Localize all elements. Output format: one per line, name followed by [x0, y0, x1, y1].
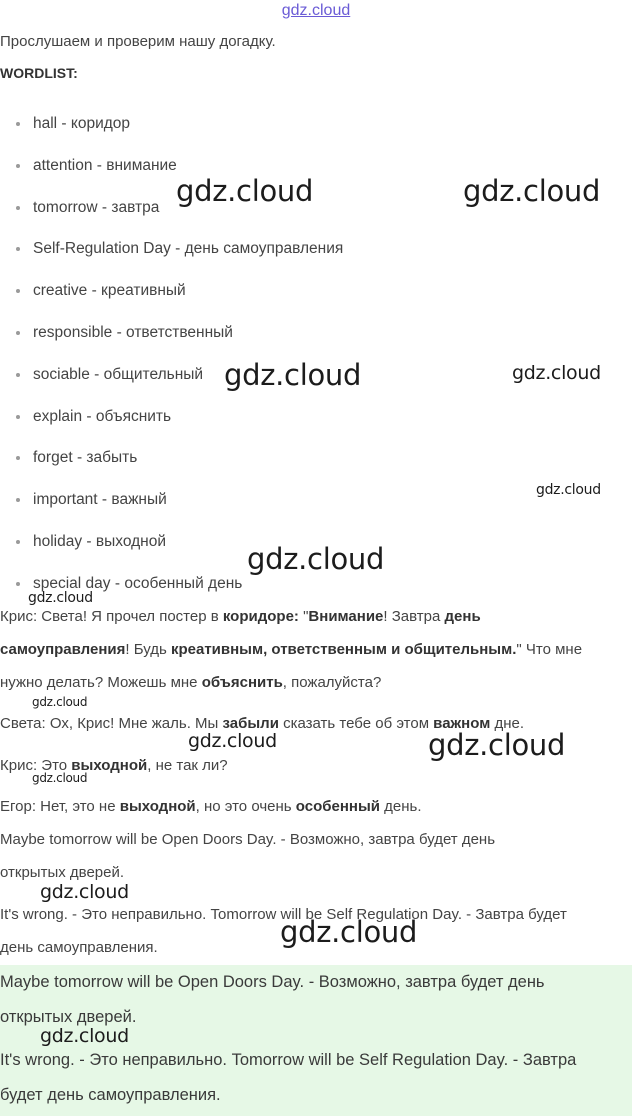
dialogue-line: день самоуправления. — [0, 939, 158, 956]
answer-line: открытых дверей. — [0, 1008, 137, 1026]
watermark: gdz.cloud — [224, 358, 362, 392]
dialogue-line: нужно делать? Можешь мне объяснить, пожалуйста? — [0, 674, 382, 691]
bullet-icon — [16, 415, 20, 419]
watermark: gdz.cloud — [428, 728, 566, 762]
answer-line: Maybe tomorrow will be Open Doors Day. - Возможно, завтра будет день — [0, 973, 545, 991]
list-item — [0, 270, 343, 312]
bullet-icon — [16, 498, 20, 502]
word-entry: holiday - выходной — [33, 532, 167, 550]
list-item — [0, 396, 343, 438]
dialogue-line: It's wrong. - Это неправильно. Tomorrow will be Self Regulation Day. - Завтра будет — [0, 906, 567, 923]
watermark: gdz.cloud — [28, 590, 93, 606]
word-entry: explain - объяснить — [33, 407, 172, 425]
watermark: gdz.cloud — [32, 695, 88, 709]
bullet-icon — [16, 247, 20, 251]
watermark: gdz.cloud — [463, 174, 601, 208]
word-entry: sociable - общительный — [33, 365, 204, 383]
dialogue-line: самоуправления! Будь креативным, ответственным и общительным." Что мне — [0, 641, 583, 658]
bullet-icon — [16, 122, 20, 126]
word-entry: responsible - ответственный — [33, 323, 233, 341]
dialogue-line: Егор: Нет, это не выходной, но это очень особенный день. — [0, 798, 422, 815]
bullet-icon — [16, 164, 20, 168]
list-item — [0, 479, 343, 521]
bullet-icon — [16, 373, 20, 377]
dialogue-line: Света: Ох, Крис! Мне жаль. Мы забыли сказать тебе об этом важном дне. — [0, 715, 525, 732]
watermark: gdz.cloud — [32, 771, 88, 785]
watermark: gdz.cloud — [247, 542, 385, 576]
list-item — [0, 228, 343, 270]
word-entry: hall - коридор — [33, 115, 131, 132]
watermark: gdz.cloud — [536, 482, 601, 498]
list-item — [0, 437, 343, 479]
watermark: gdz.cloud — [280, 915, 418, 949]
wordlist-heading: WORDLIST: — [0, 65, 78, 81]
dialogue-line: Крис: Света! Я прочел постер в коридоре: "Внимание! Завтра день — [0, 608, 481, 625]
watermark: gdz.cloud — [176, 174, 314, 208]
watermark: gdz.cloud — [40, 881, 129, 903]
list-item — [0, 103, 343, 145]
bullet-icon — [16, 206, 20, 210]
bullet-icon — [16, 582, 20, 586]
dialogue-line: открытых дверей. — [0, 864, 125, 881]
dialogue-line: Maybe tomorrow will be Open Doors Day. - Возможно, завтра будет день — [0, 831, 496, 848]
bullet-icon — [16, 456, 20, 460]
answer-line: будет день самоуправления. — [0, 1086, 221, 1104]
top-watermark-link[interactable]: gdz.cloud — [281, 2, 351, 19]
word-entry: creative - креативный — [33, 282, 186, 300]
word-entry: tomorrow - завтра — [33, 198, 160, 216]
bullet-icon — [16, 331, 20, 335]
watermark: gdz.cloud — [512, 362, 601, 384]
bullet-icon — [16, 540, 20, 544]
answer-line: It's wrong. - Это неправильно. Tomorrow will be Self Regulation Day. - Завтра — [0, 1051, 577, 1069]
list-item — [0, 312, 343, 354]
dialogue-line: Крис: Это выходной, не так ли? — [0, 757, 228, 774]
intro-text: Прослушаем и проверим нашу догадку. — [0, 33, 276, 50]
watermark: gdz.cloud — [188, 730, 277, 752]
word-entry: attention - внимание — [33, 156, 177, 174]
word-entry: Self-Regulation Day - день самоуправления — [33, 240, 344, 258]
bullet-icon — [16, 289, 20, 293]
word-entry: special day - особенный день — [33, 574, 243, 592]
watermark: gdz.cloud — [40, 1025, 129, 1047]
word-entry: forget - забыть — [33, 449, 138, 467]
word-entry: important - важный — [33, 491, 167, 509]
